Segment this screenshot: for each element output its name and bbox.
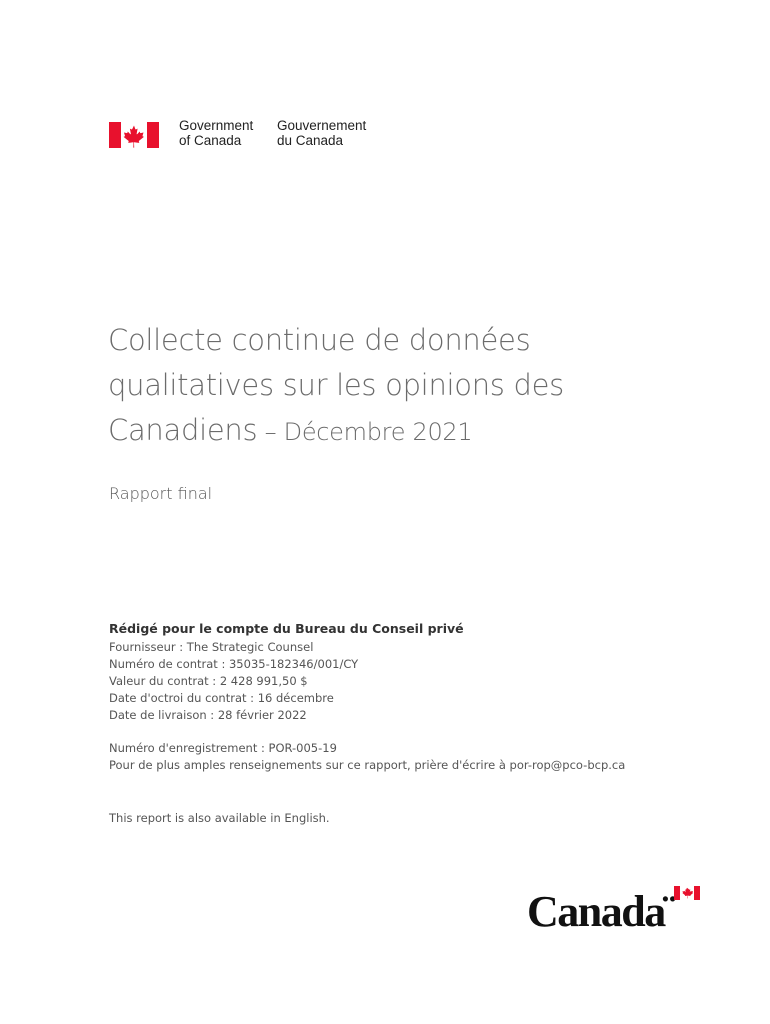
registration-number: Numéro d'enregistrement : POR-005-19 (109, 741, 337, 755)
gov-en-line1: Government (179, 118, 254, 133)
supplier: Fournisseur : The Strategic Counsel (109, 640, 314, 654)
title-date: – Décembre 2021 (257, 418, 473, 446)
gov-en-line2: of Canada (179, 133, 242, 148)
wordmark-flag-icon (674, 886, 700, 900)
canada-wordmark-logo (527, 884, 702, 930)
gov-fr-line2: du Canada (277, 133, 344, 148)
contract-number: Numéro de contrat : 35035-182346/001/CY (109, 657, 359, 671)
report-type: Rapport final (109, 484, 213, 503)
title-line-1: Collecte continue de données (108, 323, 531, 357)
report-title (108, 318, 728, 455)
delivery-date: Date de livraison : 28 février 2022 (109, 708, 307, 722)
svg-text:Canada: Canada (527, 887, 665, 930)
prepared-for: Rédigé pour le compte du Bureau du Conseil privé (109, 621, 464, 636)
contract-value: Valeur du contrat : 2 428 991,50 $ (109, 674, 308, 688)
contact-info: Pour de plus amples renseignements sur ce rapport, prière d'écrire à por-rop@pco-bcp.ca (109, 758, 626, 772)
title-line-3: Canadiens (108, 413, 258, 447)
english-availability-note: This report is also available in English. (109, 811, 330, 825)
award-date: Date d'octroi du contrat : 16 décembre (109, 691, 334, 705)
report-details (109, 620, 729, 774)
canada-flag-icon (109, 122, 159, 148)
government-of-canada-en (179, 118, 277, 148)
gov-fr-line1: Gouvernement (277, 118, 367, 133)
gouvernement-du-canada-fr (277, 118, 366, 148)
title-line-2: qualitatives sur les opinions des (108, 368, 564, 402)
government-signature (109, 118, 366, 152)
